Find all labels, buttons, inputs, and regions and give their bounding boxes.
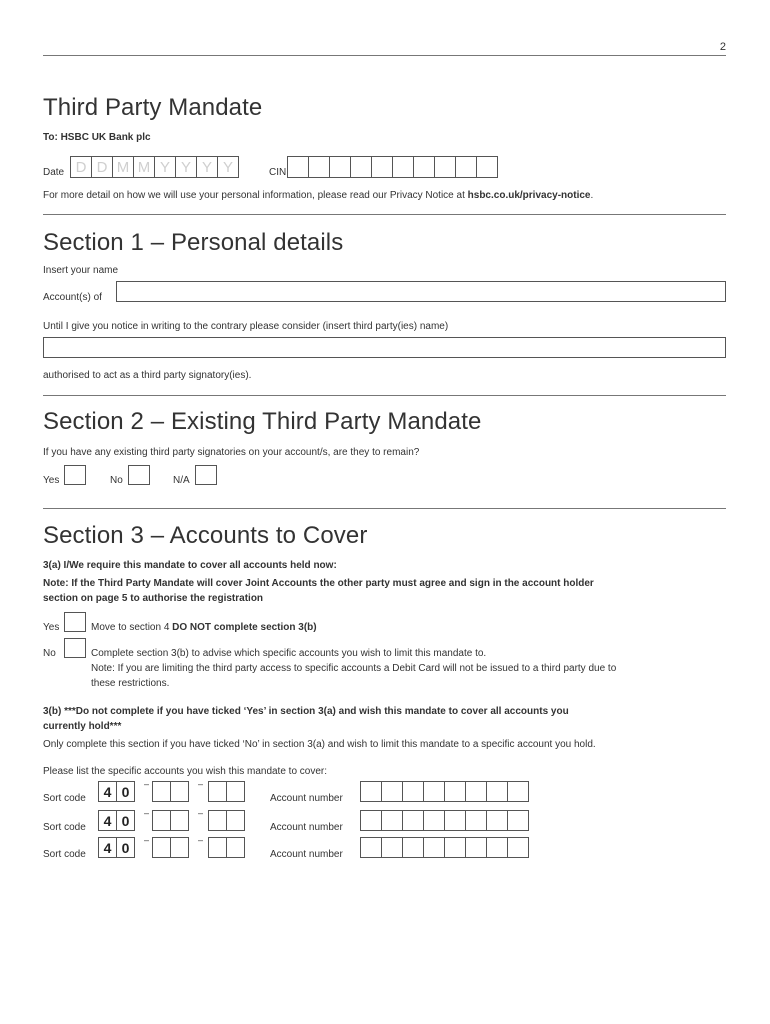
recipient-line: To: HSBC UK Bank plc [43, 132, 151, 143]
account-number-label: Account number [270, 793, 343, 804]
date-cell[interactable]: M [133, 156, 155, 178]
yes-label: Yes [43, 475, 60, 486]
sort-code-cell[interactable] [170, 781, 189, 802]
cin-cell[interactable] [329, 156, 351, 178]
account-number-cell[interactable] [423, 810, 445, 831]
sort-code-group[interactable] [208, 781, 244, 802]
section1-divider [43, 395, 726, 396]
section3a-no-text: Complete section 3(b) to advise which specific accounts you wish to limit this mandate to. [91, 648, 487, 659]
account-number-cell[interactable] [486, 810, 508, 831]
account-number-cell[interactable] [402, 781, 424, 802]
sort-code-cell[interactable]: 4 [98, 837, 117, 858]
account-number-cell[interactable] [423, 781, 445, 802]
section3b-heading-line1: 3(b) ***Do not complete if you have ticked ‘Yes’ in section 3(a) and wish this mandate to cover all accounts you [43, 706, 569, 717]
date-cell[interactable]: D [91, 156, 113, 178]
section3a-no-note-line1: Note: If you are limiting the third party access to specific accounts a Debit Card will not be issued to a third party due to [91, 663, 617, 674]
accounts-of-label: Account(s) of [43, 292, 102, 303]
section1-title: Section 1 – Personal details [43, 229, 344, 256]
cin-cell[interactable] [371, 156, 393, 178]
sort-code-label: Sort code [43, 822, 86, 833]
sort-code-dash: – [144, 808, 150, 818]
account-number-cell[interactable] [423, 837, 445, 858]
header-divider [43, 214, 726, 215]
sort-code-cell[interactable] [208, 837, 227, 858]
sort-code-cell[interactable] [152, 837, 171, 858]
cin-cell[interactable] [476, 156, 498, 178]
account-number-field[interactable] [360, 781, 528, 802]
section3b-heading-line2: currently hold*** [43, 721, 122, 732]
sort-code-cell[interactable] [208, 810, 227, 831]
account-number-cell[interactable] [381, 837, 403, 858]
sort-code-cell[interactable] [226, 837, 245, 858]
sort-code-cell[interactable]: 4 [98, 781, 117, 802]
cin-cell[interactable] [392, 156, 414, 178]
sort-code-cell[interactable] [152, 810, 171, 831]
sort-code-group[interactable] [152, 837, 188, 858]
third-party-instruction: Until I give you notice in writing to the contrary please consider (insert third party(ies) name) [43, 321, 449, 332]
sort-code-group[interactable] [208, 837, 244, 858]
authorised-text: authorised to act as a third party signatory(ies). [43, 370, 252, 381]
account-number-label: Account number [270, 849, 343, 860]
account-number-cell[interactable] [444, 781, 466, 802]
account-number-cell[interactable] [465, 837, 487, 858]
sort-code-cell[interactable]: 0 [116, 810, 135, 831]
date-field[interactable] [70, 156, 238, 178]
sort-code-cell[interactable] [170, 810, 189, 831]
account-number-cell[interactable] [507, 781, 529, 802]
section2-question: If you have any existing third party signatories on your account/s, are they to remain? [43, 447, 420, 458]
privacy-end: . [590, 190, 594, 201]
section3a-yes-label: Yes [43, 622, 60, 633]
yes-instruction: Move to section 4 [91, 622, 173, 633]
section3a-no-note-line2: these restrictions. [91, 678, 170, 689]
account-number-cell[interactable] [360, 810, 382, 831]
cin-label: CIN [269, 167, 287, 178]
sort-code-dash: – [198, 779, 204, 789]
page-number: 2 [719, 41, 726, 53]
section3a-note-line2: section on page 5 to authorise the registration [43, 593, 264, 604]
section3b-list-text: Please list the specific accounts you wish this mandate to cover: [43, 766, 328, 777]
section2-no-checkbox[interactable] [128, 465, 150, 485]
sort-code-dash: – [144, 779, 150, 789]
sort-code-cell[interactable] [152, 781, 171, 802]
account-number-cell[interactable] [444, 837, 466, 858]
insert-name-label: Insert your name [43, 265, 119, 276]
sort-code-group[interactable] [98, 810, 134, 831]
section2-divider [43, 508, 726, 509]
account-number-cell[interactable] [360, 837, 382, 858]
sort-code-dash: – [144, 835, 150, 845]
date-cell[interactable]: Y [175, 156, 197, 178]
account-number-cell[interactable] [402, 837, 424, 858]
date-label: Date [43, 167, 65, 178]
cin-cell[interactable] [413, 156, 435, 178]
section3a-no-checkbox[interactable] [64, 638, 86, 658]
third-party-name-input[interactable] [43, 337, 726, 358]
section3b-only-text: Only complete this section if you have ticked ‘No’ in section 3(a) and wish to limit this mandate to a specific account you hold. [43, 739, 596, 750]
account-number-cell[interactable] [507, 837, 529, 858]
sort-code-cell[interactable]: 0 [116, 837, 135, 858]
account-number-field[interactable] [360, 837, 528, 858]
account-number-cell[interactable] [486, 837, 508, 858]
na-label: N/A [173, 475, 190, 486]
sort-code-cell[interactable] [170, 837, 189, 858]
account-number-cell[interactable] [486, 781, 508, 802]
account-number-cell[interactable] [360, 781, 382, 802]
section3a-yes-text [91, 622, 317, 633]
top-divider [43, 55, 726, 56]
sort-code-cell[interactable] [226, 810, 245, 831]
account-number-cell[interactable] [465, 810, 487, 831]
section3a-no-label: No [43, 648, 56, 659]
sort-code-label: Sort code [43, 793, 86, 804]
cin-cell[interactable] [434, 156, 456, 178]
section2-title: Section 2 – Existing Third Party Mandate [43, 408, 482, 435]
date-cell[interactable]: Y [217, 156, 239, 178]
sort-code-group[interactable] [152, 810, 188, 831]
account-holder-name-input[interactable] [116, 281, 726, 302]
sort-code-cell[interactable] [208, 781, 227, 802]
section3a-yes-checkbox[interactable] [64, 612, 86, 632]
sort-code-label: Sort code [43, 849, 86, 860]
date-cell[interactable]: M [112, 156, 134, 178]
sort-code-dash: – [198, 835, 204, 845]
sort-code-group[interactable] [208, 810, 244, 831]
sort-code-group[interactable] [98, 837, 134, 858]
account-number-cell[interactable] [444, 810, 466, 831]
no-label: No [110, 475, 123, 486]
privacy-link[interactable]: hsbc.co.uk/privacy-notice [467, 190, 591, 201]
date-cell[interactable]: Y [196, 156, 218, 178]
cin-cell[interactable] [308, 156, 330, 178]
section3a-note-line1: Note: If the Third Party Mandate will cover Joint Accounts the other party must agree and sign in the account holder [43, 578, 594, 589]
account-number-field[interactable] [360, 810, 528, 831]
account-number-cell[interactable] [381, 781, 403, 802]
account-number-label: Account number [270, 822, 343, 833]
date-cell[interactable]: D [70, 156, 92, 178]
sort-code-cell[interactable]: 4 [98, 810, 117, 831]
section3-title: Section 3 – Accounts to Cover [43, 522, 368, 549]
privacy-text: For more detail on how we will use your personal information, please read our Privacy Notice at [43, 190, 468, 201]
sort-code-group[interactable] [152, 781, 188, 802]
cin-field[interactable] [287, 156, 497, 178]
sort-code-dash: – [198, 808, 204, 818]
sort-code-cell[interactable] [226, 781, 245, 802]
account-number-cell[interactable] [465, 781, 487, 802]
privacy-notice [43, 190, 593, 201]
section2-na-checkbox[interactable] [195, 465, 217, 485]
section2-yes-checkbox[interactable] [64, 465, 86, 485]
account-number-cell[interactable] [507, 810, 529, 831]
cin-cell[interactable] [455, 156, 477, 178]
yes-instruction-bold: DO NOT complete section 3(b) [172, 622, 317, 633]
sort-code-cell[interactable]: 0 [116, 781, 135, 802]
cin-cell[interactable] [350, 156, 372, 178]
account-number-cell[interactable] [402, 810, 424, 831]
page-title: Third Party Mandate [43, 94, 263, 121]
cin-cell[interactable] [287, 156, 309, 178]
section3a-heading: 3(a) I/We require this mandate to cover all accounts held now: [43, 560, 337, 571]
date-cell[interactable]: Y [154, 156, 176, 178]
account-number-cell[interactable] [381, 810, 403, 831]
sort-code-group[interactable] [98, 781, 134, 802]
